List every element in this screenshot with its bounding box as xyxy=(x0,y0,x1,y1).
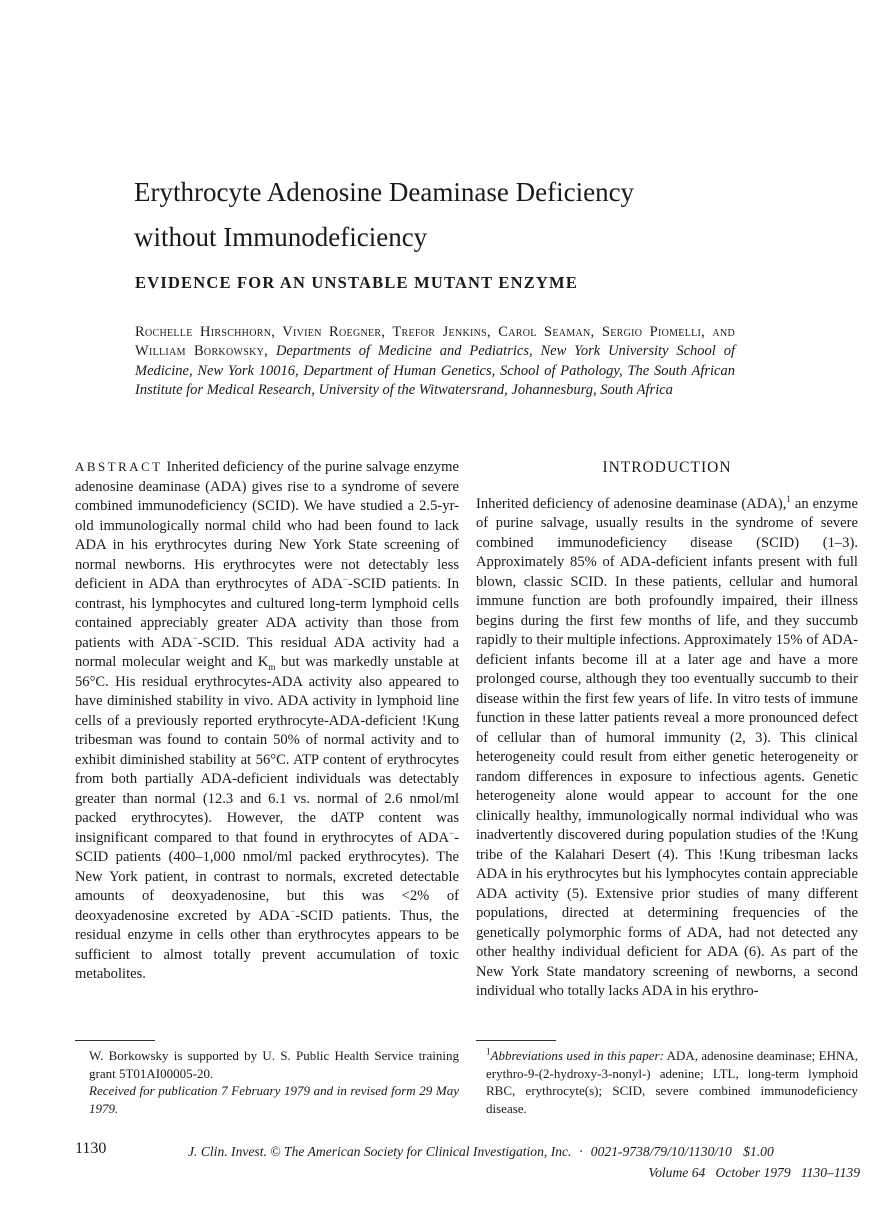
author-block xyxy=(135,323,735,401)
introduction-text: an enzyme of purine salvage, usually results in the syndrome of severe combined immunodeficiency disease (SCID) (1–3). Approximately 85% of ADA-deficient infants present with full blown, classic SCID. In these patients, cellular and humoral immune function are both profoundly impaired, their illness begins during the first few months of life, and they succumb rapidly to their multiple infections. Approximately 15% of ADA-deficient infants become ill at a later age and have a more prolonged course, although they too eventually succumb to their disease within the first few years of life. In vitro tests of immune function in these latter patients reveal a more pronounced defect of cellular than of humoral immunity (2, 3). This clinical heterogeneity could result from either genetic heterogeneity or random differences in exposure to infectious agents. Genetic heterogeneity alone would appear to account for the one clinically healthy, immunologically normal individual who was inadvertently discovered during population studies of the !Kung tribe of the Kalahari Desert (4). This !Kung tribesman lacks ADA in his erythrocytes but his lymphocytes contain appreciable ADA activity (5). Extensive prior studies of many different populations, directed at determining frequencies of the genetically polymorphic forms of ADA, had not detected any other healthy individual deficient for ADA (6). As part of the New York State mandatory screening of newborns, a second individual who totally lacks ADA in his erythro- xyxy=(476,495,858,999)
article-subtitle: EVIDENCE FOR AN UNSTABLE MUTANT ENZYME xyxy=(135,273,579,292)
abstract-heading: ABSTRACT xyxy=(75,460,163,474)
abstract-text: -SCID patients. Thus, the residual enzyme in cells other than erythrocytes appears to be sufficient to almost totally prevent accumulation of toxic metabolites. xyxy=(75,907,459,982)
journal-code: 0021-9738/79/10/1130/10 xyxy=(590,1144,732,1159)
introduction-paragraph xyxy=(476,495,858,1002)
abbreviations-label: Abbreviations used in this paper: xyxy=(490,1048,664,1063)
km-subscript: m xyxy=(268,661,276,672)
abstract-column xyxy=(75,458,459,985)
abstract-text: -SCID patients (400–1,000 nmol/ml packed erythrocytes). The New York patient, in contrast to normals, excreted detectable amounts of deoxyadenosine, but this was <2% of deoxyadenosine excreted by ADA xyxy=(75,829,459,924)
abstract-text: but was markedly unstable at 56°C. His residual erythrocytes-ADA activity also appeared to have diminished stability in vivo. ADA activity in lymphoid line cells of a previously reported erythrocyte-ADA-deficient !Kung tribesman was found to contain 50% of normal activity and to exhibit diminished stability at 56°C. ATP content of erythrocytes from both partially ADA-deficient individuals was detectably greater than normal (12.3 and 6.1 vs. normal of 2.6 nmol/ml packed erythrocytes). However, the dATP content was insignificant compared to that found in erythrocytes of ADA xyxy=(75,654,459,846)
footnote-rule-left xyxy=(75,1040,155,1041)
author-names: Rochelle Hirschhorn, Vivien Roegner, Trefor Jenkins, Carol Seaman, Sergio Piomelli, and William Borkowsky, xyxy=(135,324,735,360)
footer-separator: · xyxy=(578,1144,584,1159)
abstract-text: -SCID patients. In contrast, his lymphocytes and cultured long-term lymphoid cells contained appreciably greater ADA activity than those from patients with ADA xyxy=(75,576,459,651)
minus-superscript: − xyxy=(449,827,455,838)
minus-superscript: − xyxy=(290,905,296,916)
introduction-column xyxy=(476,458,858,1002)
article-price: $1.00 xyxy=(743,1144,774,1159)
article-title xyxy=(134,170,834,260)
footnote-number: 1 xyxy=(486,1046,491,1057)
abstract-text: -SCID. This residual ADA activity had a normal molecular weight and K xyxy=(75,634,459,670)
footnotes-left xyxy=(75,1047,459,1117)
footnote-rule-right xyxy=(476,1040,556,1041)
support-footnote: W. Borkowsky is supported by U. S. Public Health Service training grant 5T01AI00005-20. xyxy=(89,1048,459,1081)
footnote-marker[interactable]: 1 xyxy=(786,493,791,504)
introduction-heading: INTRODUCTION xyxy=(602,459,732,476)
abbreviations-text: ADA, adenosine deaminase; EHNA, erythro-9-(2-hydroxy-3-nonyl-) adenine; LTL, long-term lymphoid RBC, erythrocyte(s); SCID, severe combined immunodeficiency disease. xyxy=(486,1048,858,1116)
volume-info: Volume 64 October 1979 1130–1139 xyxy=(648,1165,860,1180)
title-line-2: without Immunodeficiency xyxy=(134,222,428,252)
abstract-text: Inherited deficiency of the purine salvage enzyme adenosine deaminase (ADA) gives rise to a syndrome of severe combined immunodeficiency (SCID). We have studied a 2.5-yr-old immunologically normal child who had been found to lack ADA in his erythrocytes during New York State screening of normal newborns. His erythrocytes were not detectably less deficient in ADA than erythrocytes of ADA xyxy=(75,459,459,592)
minus-superscript: − xyxy=(342,574,348,585)
author-affiliations: Departments of Medicine and Pediatrics, New York University School of Medicine, New York 10016, Department of Human Genetics, School of Pathology, The South African Institute for Medical Research, University of the Witwatersrand, Johannesburg, South Africa xyxy=(135,343,736,399)
page-number: 1130 xyxy=(75,1140,107,1157)
abstract-paragraph xyxy=(75,458,459,985)
received-footnote: Received for publication 7 February 1979 and in revised form 29 May 1979. xyxy=(89,1083,459,1116)
title-line-1: Erythrocyte Adenosine Deaminase Deficiency xyxy=(134,177,635,207)
journal-name: J. Clin. Invest. © The American Society for Clinical Investigation, Inc. xyxy=(188,1144,572,1159)
journal-citation xyxy=(188,1144,858,1160)
footnotes-right xyxy=(476,1047,858,1117)
abbreviations-footnote xyxy=(476,1047,858,1117)
introduction-text: Inherited deficiency of adenosine deaminase (ADA), xyxy=(476,495,787,512)
minus-superscript: − xyxy=(192,632,198,643)
